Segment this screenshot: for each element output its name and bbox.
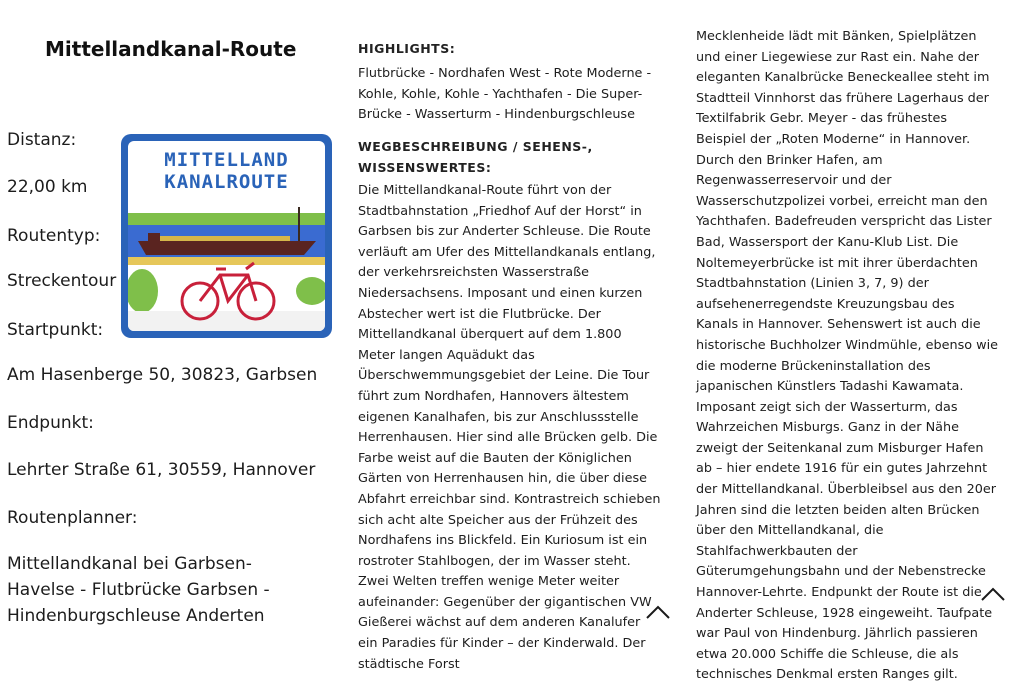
route-type-label: Routentyp: <box>7 226 101 246</box>
start-label: Startpunkt: <box>7 320 104 340</box>
route-logo <box>121 134 332 338</box>
route-type-value: Streckentour <box>7 271 117 291</box>
highlights-text: Flutbrücke - Nordhafen West - Rote Moderne - Kohle, Kohle, Kohle - Yachthafen - Die Super-Brücke - Wasserturm - Hindenburgschleuse <box>358 66 652 123</box>
planner-label: Routenplanner: <box>7 508 138 528</box>
logo-ground <box>128 311 325 331</box>
route-title: Mittellandkanal-Route <box>45 37 297 61</box>
highlights-heading: HIGHLIGHTS: <box>358 41 456 56</box>
chevron-up-icon[interactable] <box>980 586 1006 602</box>
end-label: Endpunkt: <box>7 413 94 433</box>
start-value: Am Hasenberge 50, 30823, Garbsen <box>7 365 318 385</box>
logo-meadow-top <box>128 213 325 225</box>
logo-bush-right <box>296 277 325 305</box>
description-heading: WEGBESCHREIBUNG / SEHENS-, WISSENSWERTES: <box>358 139 593 175</box>
logo-text-line2: KANALROUTE <box>164 171 289 193</box>
logo-text-line1: MITTELLAND <box>164 149 289 171</box>
distance-label: Distanz: <box>7 130 77 150</box>
logo-bush-left <box>128 269 158 313</box>
description-text-part2: Mecklenheide lädt mit Bänken, Spielplätzen und einer Liegewiese zur Rast ein. Nahe der eleganten Kanalbrücke Beneckeallee steht im Stadtteil Vinnhorst das frühere Lagerhaus der Textilfabrik Gebr. Meyer - das frühestes Beispiel der „Roten Moderne“ in Hannover. Durch den Brinker Hafen, am Regenwasserreservoir und der Wasserschutzpolizei vorbei, erreicht man den Yachthafen. Badefreuden verspricht das Lister Bad, Wassersport der Kanu-Klub List. Die Noltemeyerbrücke ist mit ihrer überdachten Stadtbahnstation (Linien 3, 7, 9) der aufsehenerregendste Kreuzungsbau des Kanals in Hannover. Sehenswert ist auch die historische Buchholzer Windmühle, ebenso wie die moderne Brückeninstallation des japanischen Künstlers Tadashi Kawamata. Imposant zeigt sich der Wasserturm, das Wahrzeichen Misburgs. Ganz in der Nähe zweigt der Seitenkanal zum Misburger Hafen ab – hier endete 1916 für ein gutes Jahrzehnt der Mittellandkanal. Überbleibsel aus den 20er Jahren sind die letzten beiden alten Brücken über den Mittellandkanal, die Stahlfachwerkbauten der Güterumgehungsbahn und der Nebenstrecke Hannover-Lehrte. Endpunkt der Route ist die Anderter Schleuse, 1928 eingeweiht. Taufpate war Paul von Hindenburg. Jährlich passieren etwa 20.000 Schiffe die Schleuse, die als technisches Denkmal ersten Ranges gilt. <box>696 29 999 683</box>
bicycle-icon <box>182 263 274 319</box>
planner-value: Mittellandkanal bei Garbsen-Havelse - Flutbrücke Garbsen - Hindenburgschleuse Anderten <box>7 554 270 626</box>
description-text-part1: Die Mittellandkanal-Route führt von der Stadtbahnstation „Friedhof Auf der Horst“ in Garbsen bis zur Anderter Schleuse. Die Route verläuft am Ufer des Mittellandkanals entlang, der verkehrsreichsten Wasserstraße Niedersachsens. Imposant und einen kurzen Abstecher wert ist die Flutbrücke. Der Mittellandkanal überquert auf dem 1.800 Meter langen Aquädukt das Überschwemmungsgebiet der Leine. Die Tour führt zum Nordhafen, Hannovers ältestem eigenen Kanalhafen, bis zur Anschlussstelle Herrenhausen. Hier sind alle Brücken gelb. Die Farbe weist auf die Bauten der Königlichen Gärten von Herrenhausen hin, die über diese Abfahrt erreichbar sind. Kontrastreich schieben sich acht alte Speicher aus der Frühzeit des Nordhafens ins Blickfeld. Ein Kuriosum ist ein rostroter Stahlbogen, der im Wasser steht. Zwei Welten treffen wenige Meter weiter aufeinander: Gegenüber der gigantischen VW Gießerei wächst auf dem anderen Kanalufer ein Paradies für Kinder – der Kinderwald. Der städtische Forst <box>358 183 661 672</box>
chevron-up-icon[interactable] <box>645 604 671 620</box>
logo-bank <box>128 257 325 265</box>
distance-value: 22,00 km <box>7 177 88 197</box>
logo-illustration <box>128 141 325 331</box>
end-value: Lehrter Straße 61, 30559, Hannover <box>7 460 316 480</box>
